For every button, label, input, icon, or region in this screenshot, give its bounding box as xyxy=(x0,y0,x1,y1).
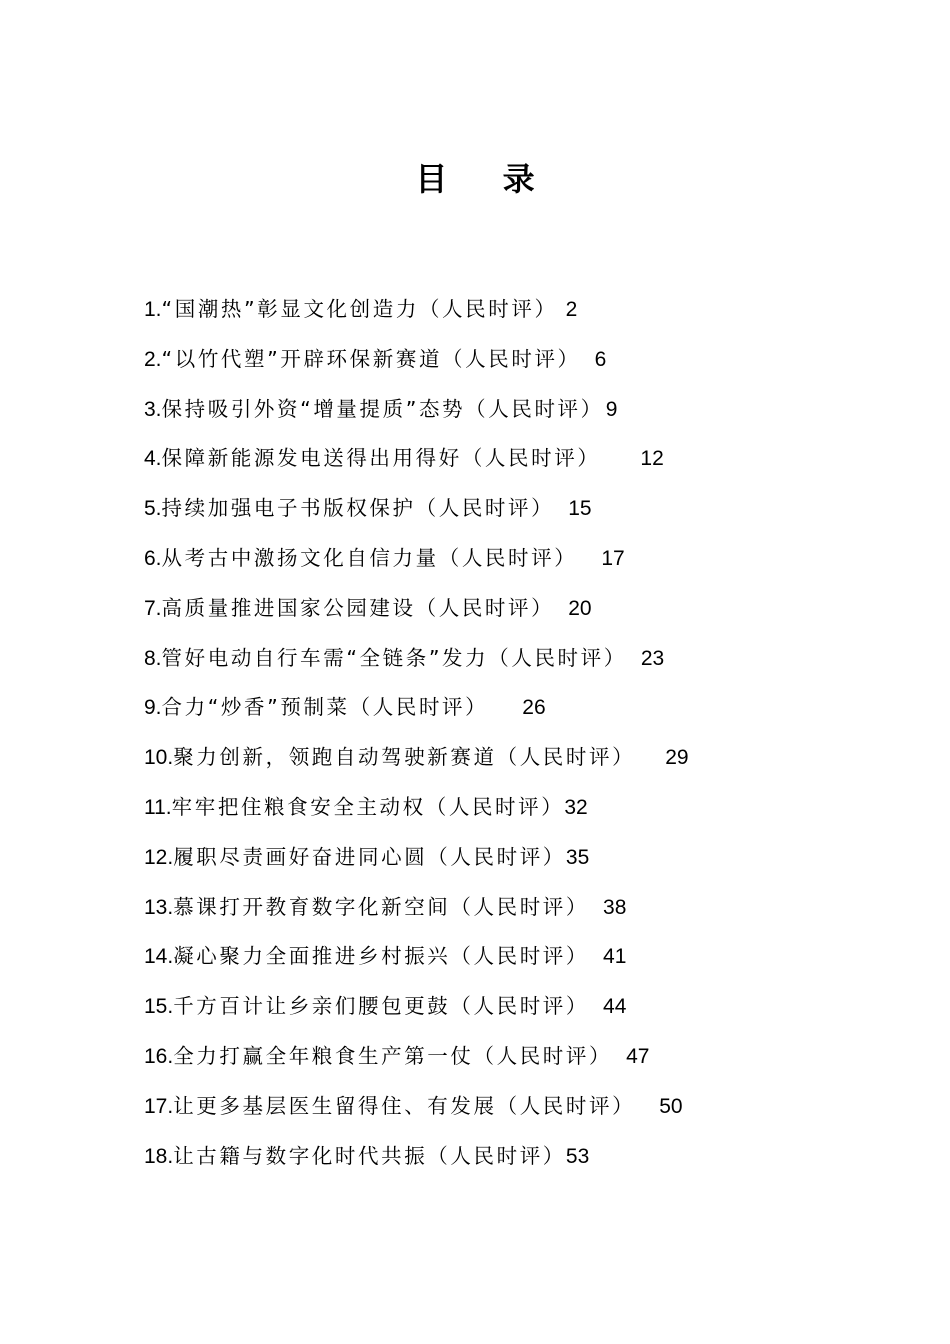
toc-entry-title: “国潮热”彰显文化创造力（人民时评） xyxy=(161,297,558,321)
toc-entry-page: 32 xyxy=(564,795,588,819)
toc-entry-page: 6 xyxy=(594,347,607,371)
toc-entry-page: 47 xyxy=(626,1044,650,1068)
toc-entry-title: 从考古中激扬文化自信力量（人民时评） xyxy=(161,545,578,570)
toc-entry[interactable] xyxy=(144,1137,864,1187)
toc-entry-number: 18. xyxy=(144,1144,174,1168)
toc-entry[interactable] xyxy=(144,937,864,987)
toc-entry-title: 让更多基层医生留得住、有发展（人民时评） xyxy=(173,1093,636,1118)
toc-entry-number: 12. xyxy=(144,845,174,869)
toc-entry[interactable] xyxy=(144,738,864,788)
toc-entry[interactable] xyxy=(144,589,864,639)
toc-entry-title: 持续加强电子书版权保护（人民时评） xyxy=(161,496,555,521)
toc-entry-page: 15 xyxy=(568,497,592,521)
toc-entry-title: “以竹代塑”开辟环保新赛道（人民时评） xyxy=(161,346,581,371)
toc-entry-page: 50 xyxy=(659,1094,683,1118)
toc-entry[interactable] xyxy=(144,688,864,738)
toc-entry-page: 35 xyxy=(565,845,590,869)
toc-entry-page: 29 xyxy=(665,746,689,770)
toc-entry-page: 12 xyxy=(640,447,664,471)
toc-entry[interactable] xyxy=(144,888,864,938)
toc-entry-page: 23 xyxy=(640,646,665,670)
toc-entry-number: 8. xyxy=(144,646,162,670)
toc-entry-number: 5. xyxy=(144,497,162,521)
toc-entry[interactable] xyxy=(144,539,864,589)
toc-entry-number: 15. xyxy=(144,995,174,1019)
toc-entry-title: 高质量推进国家公园建设（人民时评） xyxy=(161,595,555,620)
toc-entry-title: 凝心聚力全面推进乡村振兴（人民时评） xyxy=(173,944,590,969)
toc-entry-number: 7. xyxy=(144,596,162,620)
toc-entry-title: 保障新能源发电送得出用得好（人民时评） xyxy=(161,446,601,471)
toc-entry-number: 6. xyxy=(144,546,162,570)
toc-entry-title: 千方百计让乡亲们腰包更鼓（人民时评） xyxy=(173,994,590,1019)
toc-entry[interactable] xyxy=(144,1087,864,1137)
toc-entry-title: 慕课打开教育数字化新空间（人民时评） xyxy=(173,894,590,919)
toc-entry-number: 11. xyxy=(144,795,172,819)
toc-entry-page: 53 xyxy=(565,1144,590,1168)
toc-entry[interactable] xyxy=(144,788,864,838)
toc-entry-page: 44 xyxy=(603,995,627,1019)
toc-entry-title: 保持吸引外资“增量提质”态势（人民时评） xyxy=(161,396,604,421)
toc-entry[interactable] xyxy=(144,639,864,689)
toc-entry-title: 合力“炒香”预制菜（人民时评） xyxy=(161,695,489,720)
toc-entry-page: 17 xyxy=(601,546,625,570)
toc-entry-title: 全力打赢全年粮食生产第一仗（人民时评） xyxy=(173,1043,613,1068)
toc-entry-number: 13. xyxy=(144,895,174,919)
toc-entry-number: 10. xyxy=(144,746,174,770)
toc-entry-number: 14. xyxy=(144,945,174,969)
toc-entry-number: 2. xyxy=(144,347,162,371)
toc-entry-title: 聚力创新，领跑自动驾驶新赛道（人民时评） xyxy=(173,745,636,770)
toc-entry-page: 41 xyxy=(603,945,627,969)
toc-entry[interactable] xyxy=(144,290,864,340)
toc-entry-number: 3. xyxy=(144,397,162,421)
toc-entry-number: 17. xyxy=(144,1094,174,1118)
toc-entry-page: 38 xyxy=(603,895,627,919)
toc-entry-number: 1. xyxy=(144,298,162,321)
toc-entry[interactable] xyxy=(144,439,864,489)
toc-entry-title: 管好电动自行车需“全链条”发力（人民时评） xyxy=(161,645,627,670)
toc-entry-title: 履职尽责画好奋进同心圆（人民时评） xyxy=(173,844,566,869)
toc-entry-page: 26 xyxy=(522,696,546,720)
toc-entry-number: 9. xyxy=(144,696,162,720)
toc-entry[interactable] xyxy=(144,340,864,390)
toc-title: 目 录 xyxy=(415,160,557,198)
toc-entry[interactable] xyxy=(144,489,864,539)
toc-entry[interactable] xyxy=(144,1037,864,1087)
toc-entry-page: 20 xyxy=(568,596,592,620)
toc-list xyxy=(144,290,864,1186)
toc-entry-title: 牢牢把住粮食安全主动权（人民时评） xyxy=(171,794,565,819)
toc-entry[interactable] xyxy=(144,390,864,440)
toc-entry[interactable] xyxy=(144,838,864,888)
toc-entry-page: 2 xyxy=(565,298,578,321)
toc-entry[interactable] xyxy=(144,987,864,1037)
toc-entry-title: 让古籍与数字化时代共振（人民时评） xyxy=(173,1143,566,1168)
toc-entry-number: 4. xyxy=(144,447,162,471)
toc-entry-number: 16. xyxy=(144,1044,174,1068)
toc-entry-page: 9 xyxy=(605,397,618,421)
